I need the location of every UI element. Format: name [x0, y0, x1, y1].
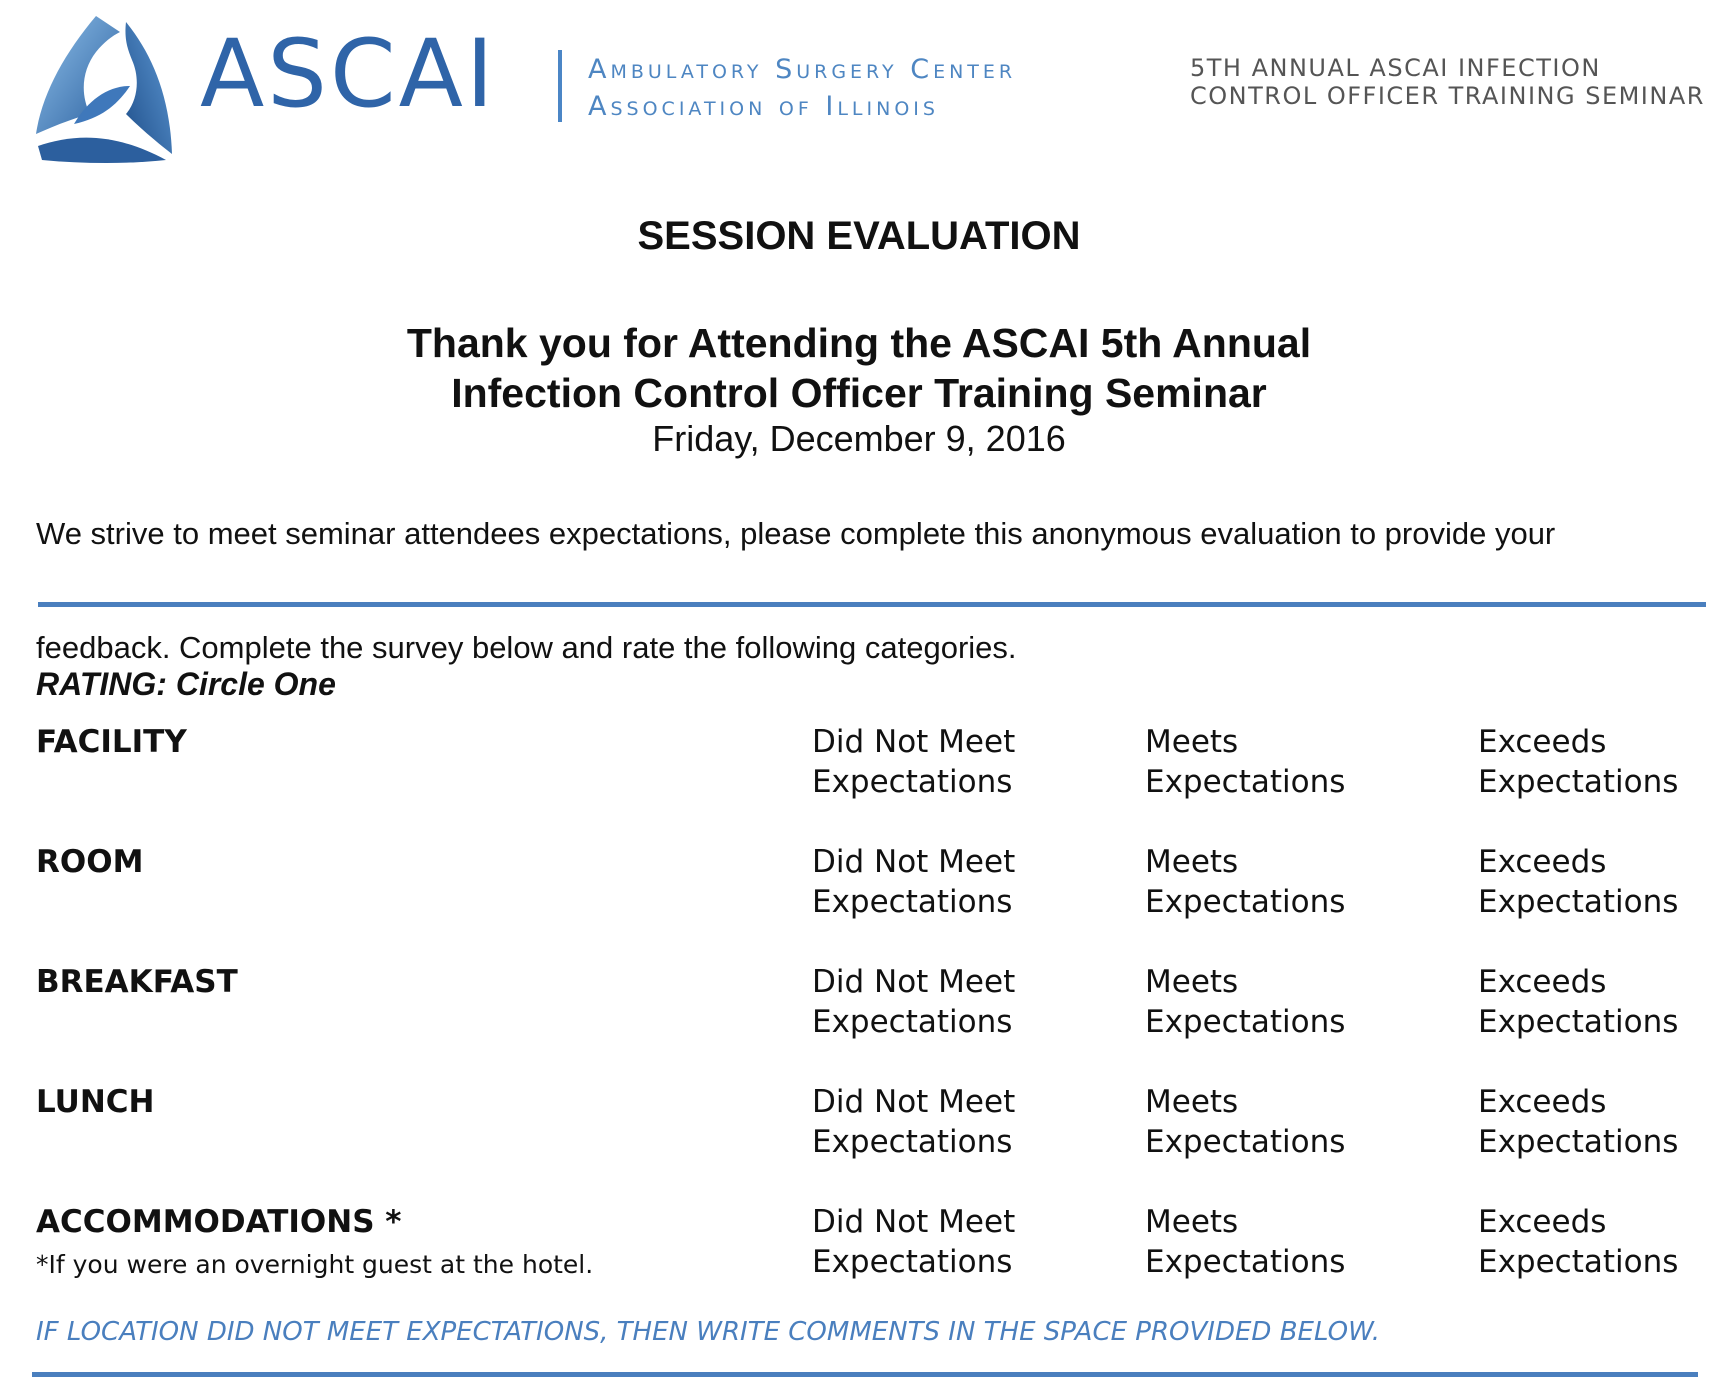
- rating-option-did-not-meet[interactable]: Did Not Meet Expectations: [812, 844, 1016, 920]
- divider-rule: [38, 602, 1706, 607]
- rating-option-meets[interactable]: Meets Expectations: [1145, 964, 1346, 1040]
- rating-option-exceeds[interactable]: Exceeds Expectations: [1478, 724, 1679, 800]
- page-title: SESSION EVALUATION: [637, 214, 1081, 258]
- category-lunch: LUNCH: [36, 1084, 155, 1120]
- org-name-line1: Ambulatory Surgery Center: [588, 54, 1017, 85]
- category-breakfast: BREAKFAST: [36, 964, 238, 1000]
- rating-option-did-not-meet[interactable]: Did Not Meet Expectations: [812, 1204, 1016, 1280]
- rating-option-exceeds[interactable]: Exceeds Expectations: [1478, 1084, 1679, 1160]
- rating-option-meets[interactable]: Meets Expectations: [1145, 1084, 1346, 1160]
- intro-text-line2: feedback. Complete the survey below and rate the following categories.: [36, 630, 1017, 665]
- intro-text-line1: We strive to meet seminar attendees expectations, please complete this anonymous evaluation to provide your: [36, 516, 1556, 551]
- logo-wordmark: ASCAI: [200, 20, 497, 129]
- category-facility: FACILITY: [36, 724, 187, 760]
- comments-instruction: IF LOCATION DID NOT MEET EXPECTATIONS, THEN WRITE COMMENTS IN THE SPACE PROVIDED BELOW.: [36, 1317, 1380, 1347]
- rating-option-did-not-meet[interactable]: Did Not Meet Expectations: [812, 1084, 1016, 1160]
- rating-option-exceeds[interactable]: Exceeds Expectations: [1478, 964, 1679, 1040]
- ascai-logo-icon: [34, 14, 174, 164]
- rating-option-meets[interactable]: Meets Expectations: [1145, 844, 1346, 920]
- org-name-line2: Association of Illinois: [588, 91, 939, 122]
- rating-option-did-not-meet[interactable]: Did Not Meet Expectations: [812, 724, 1016, 800]
- category-room: ROOM: [36, 844, 144, 880]
- rating-option-exceeds[interactable]: Exceeds Expectations: [1478, 844, 1679, 920]
- thanks-heading-line1: Thank you for Attending the ASCAI 5th Annual: [406, 320, 1312, 366]
- event-date: Friday, December 9, 2016: [652, 418, 1066, 459]
- rating-option-did-not-meet[interactable]: Did Not Meet Expectations: [812, 964, 1016, 1040]
- rating-option-exceeds[interactable]: Exceeds Expectations: [1478, 1204, 1679, 1280]
- rating-option-meets[interactable]: Meets Expectations: [1145, 724, 1346, 800]
- logo-divider: [558, 50, 562, 122]
- rating-label: RATING: Circle One: [36, 666, 336, 702]
- accommodations-note: *If you were an overnight guest at the hotel.: [36, 1250, 594, 1279]
- thanks-heading-line2: Infection Control Officer Training Seminar: [451, 370, 1267, 416]
- bottom-divider-rule: [32, 1372, 1698, 1377]
- seminar-name-line2: CONTROL OFFICER TRAINING SEMINAR: [1190, 82, 1705, 110]
- category-accommodations: ACCOMMODATIONS *: [36, 1204, 402, 1240]
- rating-option-meets[interactable]: Meets Expectations: [1145, 1204, 1346, 1280]
- seminar-name-line1: 5TH ANNUAL ASCAI INFECTION: [1190, 54, 1601, 82]
